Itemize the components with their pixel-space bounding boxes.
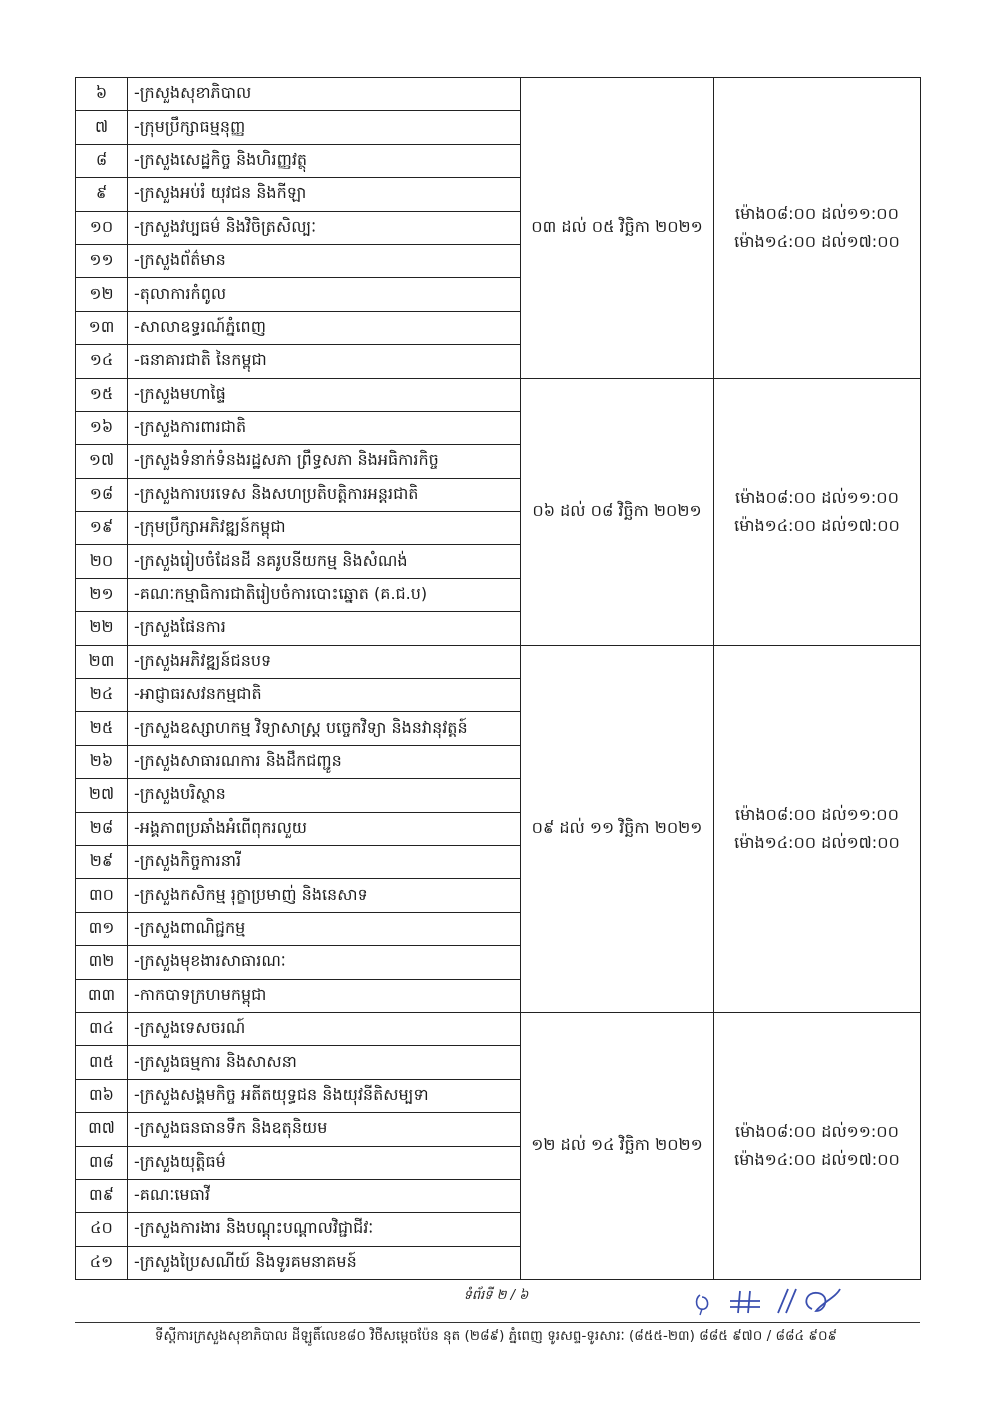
row-number: ១៦ bbox=[76, 411, 128, 444]
footer-divider bbox=[75, 1322, 920, 1323]
row-number: ៣៤ bbox=[76, 1012, 128, 1045]
institution-name: -សាលាឧទ្ធរណ៍ភ្នំពេញ bbox=[128, 311, 521, 344]
time-slots bbox=[714, 1012, 921, 1279]
institution-name: -ក្រសួងធនធានទឹក និងឧតុនិយម bbox=[128, 1113, 521, 1146]
row-number: ២៣ bbox=[76, 645, 128, 678]
schedule-table-body bbox=[76, 78, 921, 1280]
table-row bbox=[76, 78, 921, 111]
row-number: ៣០ bbox=[76, 879, 128, 912]
time-morning: ម៉ោង០៨:០០ ដល់១១:០០ bbox=[735, 203, 899, 223]
institution-name: -ក្រសួងអភិវឌ្ឍន៍ជនបទ bbox=[128, 645, 521, 678]
institution-name: -អង្គភាពប្រឆាំងអំពើពុករលួយ bbox=[128, 812, 521, 845]
row-number: ៣២ bbox=[76, 946, 128, 979]
signature-initials bbox=[690, 1283, 850, 1319]
row-number: ១៣ bbox=[76, 311, 128, 344]
row-number: ២០ bbox=[76, 545, 128, 578]
table-row bbox=[76, 1012, 921, 1045]
institution-name: -ក្រសួងរៀបចំដែនដី នគរូបនីយកម្ម និងសំណង់ bbox=[128, 545, 521, 578]
institution-name: -ក្រុមប្រឹក្សាអភិវឌ្ឍន៍កម្ពុជា bbox=[128, 512, 521, 545]
institution-name: -ក្រសួងសេដ្ឋកិច្ច និងហិរញ្ញវត្ថុ bbox=[128, 144, 521, 177]
row-number: ៣៦ bbox=[76, 1079, 128, 1112]
institution-name: -គណៈមេធាវី bbox=[128, 1179, 521, 1212]
row-number: ២៧ bbox=[76, 779, 128, 812]
institution-name: -ក្រសួងសុខាភិបាល bbox=[128, 78, 521, 111]
time-afternoon: ម៉ោង១៤:០០ ដល់១៧:០០ bbox=[734, 515, 900, 535]
date-range: ០៩ ដល់ ១១ វិច្ឆិកា ២០២១ bbox=[521, 645, 714, 1012]
institution-name: -ក្រសួងសង្គមកិច្ច អតីតយុទ្ធជន និងយុវនីតិសម្បទា bbox=[128, 1079, 521, 1112]
table-row bbox=[76, 645, 921, 678]
institution-name: -អាជ្ញាធរសវនកម្មជាតិ bbox=[128, 679, 521, 712]
row-number: ៣៩ bbox=[76, 1179, 128, 1212]
row-number: ៤១ bbox=[76, 1246, 128, 1279]
row-number: ១១ bbox=[76, 244, 128, 277]
institution-name: -ក្រសួងមហាផ្ទៃ bbox=[128, 378, 521, 411]
time-slots bbox=[714, 78, 921, 379]
row-number: ៣៨ bbox=[76, 1146, 128, 1179]
institution-name: -ក្រសួងសាធារណការ និងដឹកជញ្ជូន bbox=[128, 745, 521, 778]
row-number: ៩ bbox=[76, 178, 128, 211]
institution-name: -ក្រសួងបរិស្ថាន bbox=[128, 779, 521, 812]
institution-name: -តុលាការកំពូល bbox=[128, 278, 521, 311]
row-number: ១០ bbox=[76, 211, 128, 244]
time-morning: ម៉ោង០៨:០០ ដល់១១:០០ bbox=[735, 804, 899, 824]
institution-name: -កាកបាទក្រហមកម្ពុជា bbox=[128, 979, 521, 1012]
page-number: ទំព័រទី ២ / ៦ bbox=[463, 1288, 529, 1303]
institution-name: -ក្រសួងប្រៃសណីយ៍ និងទូរគមនាគមន៍ bbox=[128, 1246, 521, 1279]
time-slots bbox=[714, 378, 921, 645]
institution-name: -ក្រសួងកិច្ចការនារី bbox=[128, 845, 521, 878]
row-number: ៣១ bbox=[76, 912, 128, 945]
row-number: ១៤ bbox=[76, 345, 128, 378]
institution-name: -ក្រសួងវប្បធម៌ និងវិចិត្រសិល្បៈ bbox=[128, 211, 521, 244]
institution-name: -ក្រសួងទេសចរណ៍ bbox=[128, 1012, 521, 1045]
row-number: ៨ bbox=[76, 144, 128, 177]
time-morning: ម៉ោង០៨:០០ ដល់១១:០០ bbox=[735, 487, 899, 507]
institution-name: -គណៈកម្មាធិការជាតិរៀបចំការបោះឆ្នោត (គ.ជ.ប) bbox=[128, 578, 521, 611]
institution-name: -ក្រុមប្រឹក្សាធម្មនុញ្ញ bbox=[128, 111, 521, 144]
schedule-table bbox=[75, 77, 921, 1280]
row-number: ៦ bbox=[76, 78, 128, 111]
table-row bbox=[76, 378, 921, 411]
row-number: ៤០ bbox=[76, 1213, 128, 1246]
institution-name: -ក្រសួងយុត្តិធម៌ bbox=[128, 1146, 521, 1179]
row-number: ១៨ bbox=[76, 478, 128, 511]
row-number: ៣៣ bbox=[76, 979, 128, 1012]
row-number: ៣៥ bbox=[76, 1046, 128, 1079]
institution-name: -ធនាគារជាតិ នៃកម្ពុជា bbox=[128, 345, 521, 378]
institution-name: -ក្រសួងឧស្សាហកម្ម វិទ្យាសាស្ត្រ បច្ចេកវិទ្យា និងនវានុវត្តន៍ bbox=[128, 712, 521, 745]
institution-name: -ក្រសួងផែនការ bbox=[128, 612, 521, 645]
row-number: ២១ bbox=[76, 578, 128, 611]
institution-name: -ក្រសួងការពារជាតិ bbox=[128, 411, 521, 444]
row-number: ១២ bbox=[76, 278, 128, 311]
institution-name: -ក្រសួងពាណិជ្ជកម្ម bbox=[128, 912, 521, 945]
row-number: ១៥ bbox=[76, 378, 128, 411]
row-number: ២៤ bbox=[76, 679, 128, 712]
row-number: ២៦ bbox=[76, 745, 128, 778]
row-number: ៧ bbox=[76, 111, 128, 144]
date-range: ១២ ដល់ ១៤ វិច្ឆិកា ២០២១ bbox=[521, 1012, 714, 1279]
row-number: ២៥ bbox=[76, 712, 128, 745]
institution-name: -ក្រសួងការបរទេស និងសហប្រតិបត្តិការអន្តរជាតិ bbox=[128, 478, 521, 511]
row-number: ២៩ bbox=[76, 845, 128, 878]
institution-name: -ក្រសួងធម្មការ និងសាសនា bbox=[128, 1046, 521, 1079]
time-afternoon: ម៉ោង១៤:០០ ដល់១៧:០០ bbox=[734, 231, 900, 251]
row-number: ១៧ bbox=[76, 445, 128, 478]
row-number: ២៨ bbox=[76, 812, 128, 845]
institution-name: -ក្រសួងព័ត៌មាន bbox=[128, 244, 521, 277]
date-range: ០៦ ដល់ ០៨ វិច្ឆិកា ២០២១ bbox=[521, 378, 714, 645]
time-slots bbox=[714, 645, 921, 1012]
time-afternoon: ម៉ោង១៤:០០ ដល់១៧:០០ bbox=[734, 832, 900, 852]
institution-name: -ក្រសួងកសិកម្ម រុក្ខាប្រមាញ់ និងនេសាទ bbox=[128, 879, 521, 912]
date-range: ០៣ ដល់ ០៥ វិច្ឆិកា ២០២១ bbox=[521, 78, 714, 379]
row-number: ៣៧ bbox=[76, 1113, 128, 1146]
row-number: ២២ bbox=[76, 612, 128, 645]
institution-name: -ក្រសួងទំនាក់ទំនងរដ្ឋសភា ព្រឹទ្ធសភា និងអធិការកិច្ច bbox=[128, 445, 521, 478]
time-morning: ម៉ោង០៨:០០ ដល់១១:០០ bbox=[735, 1122, 899, 1141]
institution-name: -ក្រសួងការងារ និងបណ្តុះបណ្តាលវិជ្ជាជីវៈ bbox=[128, 1213, 521, 1246]
footer-address: ទីស្តីការក្រសួងសុខាភិបាល ដីឡូតិ៍លេខ៨០ វិថីសម្តេចប៉ែន នុត (២៨៩) ភ្នំពេញ ទូរសព្ទ-ទូរសារៈ (៨៥៥-២៣) ៨៨៥ ៩៧០ / ៨៨៤ ៩០៩ bbox=[154, 1328, 838, 1344]
row-number: ១៩ bbox=[76, 512, 128, 545]
institution-name: -ក្រសួងអប់រំ យុវជន និងកីឡា bbox=[128, 178, 521, 211]
time-afternoon: ម៉ោង១៤:០០ ដល់១៧:០០ bbox=[734, 1150, 900, 1169]
institution-name: -ក្រសួងមុខងារសាធារណៈ bbox=[128, 946, 521, 979]
